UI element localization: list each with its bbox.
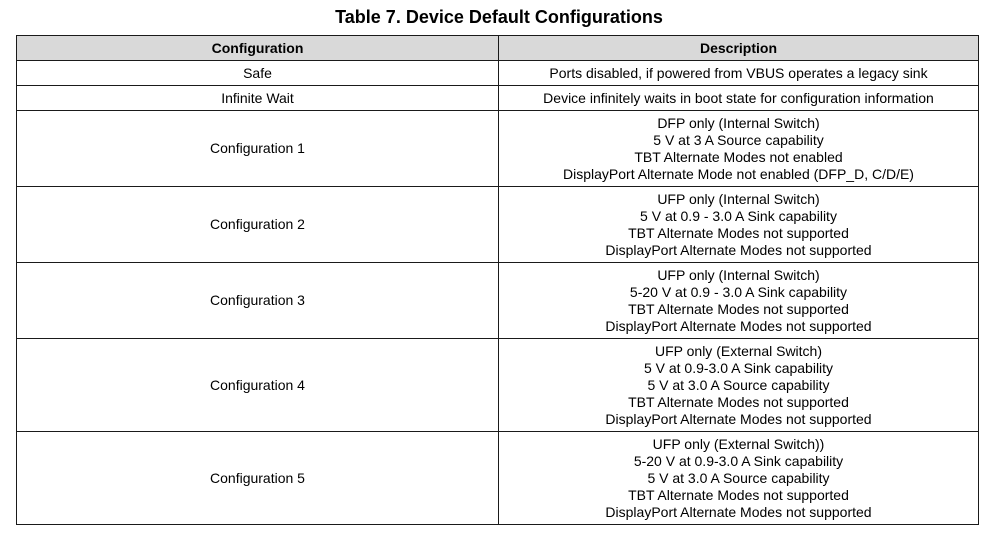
configuration-cell: Configuration 2 xyxy=(17,187,499,263)
description-line: DisplayPort Alternate Mode not enabled (DFP_D, C/D/E) xyxy=(563,165,914,182)
description-line: UFP only (External Switch) xyxy=(654,342,822,359)
table-row xyxy=(17,111,979,187)
description-line: 5-20 V at 0.9-3.0 A Sink capability xyxy=(633,452,844,469)
configuration-cell: Configuration 1 xyxy=(17,111,499,187)
description-line: UFP only (Internal Switch) xyxy=(657,190,820,207)
description-line: DisplayPort Alternate Modes not supported xyxy=(605,410,872,427)
table-row xyxy=(17,187,979,263)
table-row xyxy=(17,263,979,339)
description-line: 5 V at 3.0 A Source capability xyxy=(647,376,830,393)
table-row xyxy=(17,86,979,111)
description-line: TBT Alternate Modes not supported xyxy=(628,300,849,317)
description-cell xyxy=(499,432,979,525)
description-line: Device infinitely waits in boot state for configuration information xyxy=(543,89,934,106)
description-cell xyxy=(499,263,979,339)
description-line: TBT Alternate Modes not supported xyxy=(628,486,849,503)
description-line: DFP only (Internal Switch) xyxy=(657,114,820,131)
configuration-cell: Configuration 3 xyxy=(17,263,499,339)
description-line: 5 V at 0.9 - 3.0 A Sink capability xyxy=(640,207,837,224)
table-row xyxy=(17,432,979,525)
description-line: DisplayPort Alternate Modes not supported xyxy=(605,317,872,334)
configuration-cell: Configuration 4 xyxy=(17,339,499,432)
configuration-cell: Safe xyxy=(17,61,499,86)
configuration-cell: Configuration 5 xyxy=(17,432,499,525)
table-row xyxy=(17,61,979,86)
description-cell xyxy=(499,111,979,187)
description-cell xyxy=(499,339,979,432)
description-cell xyxy=(499,86,979,111)
description-line: 5 V at 3 A Source capability xyxy=(653,131,824,148)
description-line: TBT Alternate Modes not supported xyxy=(628,393,849,410)
description-line: DisplayPort Alternate Modes not supported xyxy=(605,241,872,258)
table-row xyxy=(17,339,979,432)
description-line: Ports disabled, if powered from VBUS operates a legacy sink xyxy=(549,64,928,81)
description-line: UFP only (Internal Switch) xyxy=(657,266,820,283)
description-line: 5-20 V at 0.9 - 3.0 A Sink capability xyxy=(629,283,848,300)
configuration-cell: Infinite Wait xyxy=(17,86,499,111)
description-cell xyxy=(499,187,979,263)
device-default-configurations-table xyxy=(16,35,979,525)
header-row xyxy=(17,36,979,61)
header-description: Description xyxy=(499,36,979,61)
description-cell xyxy=(499,61,979,86)
description-line: TBT Alternate Modes not enabled xyxy=(634,148,843,165)
header-configuration: Configuration xyxy=(17,36,499,61)
table-title: Table 7. Device Default Configurations xyxy=(335,7,663,27)
description-line: DisplayPort Alternate Modes not supported xyxy=(605,503,872,520)
description-line: UFP only (External Switch)) xyxy=(652,435,825,452)
description-line: 5 V at 3.0 A Source capability xyxy=(647,469,830,486)
description-line: TBT Alternate Modes not supported xyxy=(628,224,849,241)
description-line: 5 V at 0.9-3.0 A Sink capability xyxy=(643,359,834,376)
